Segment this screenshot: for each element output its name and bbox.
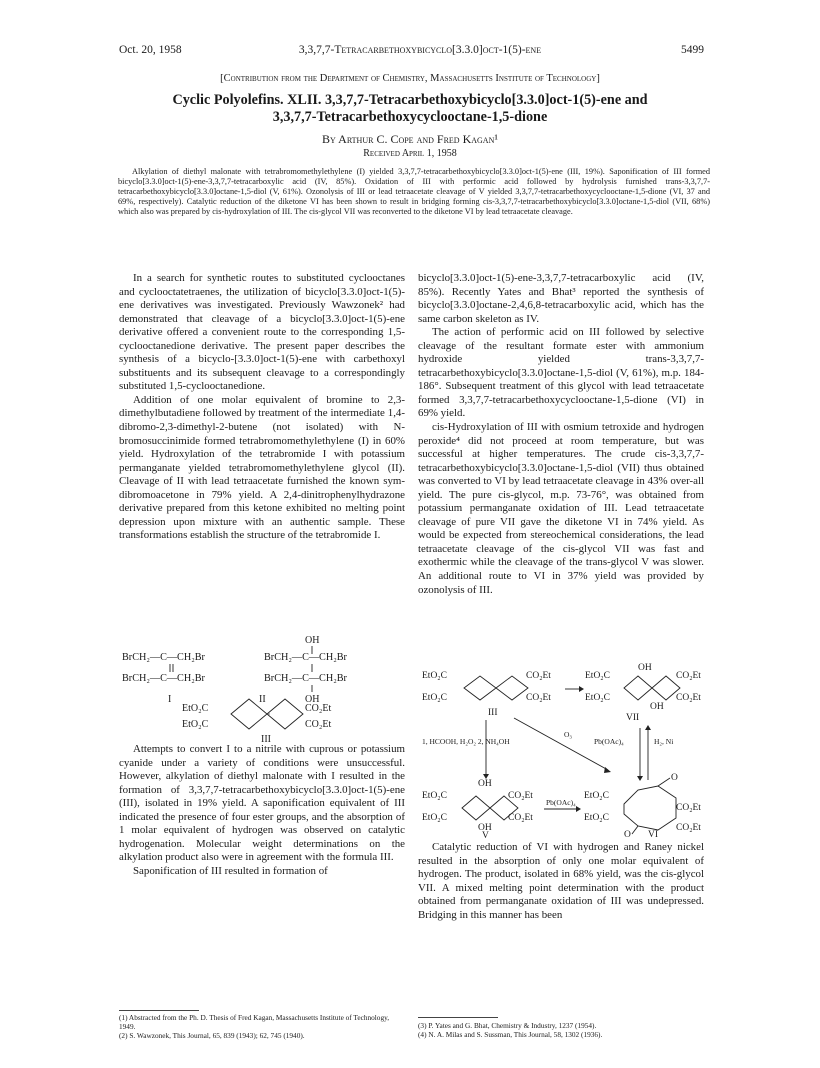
left-column-upper bbox=[119, 272, 405, 543]
footnotes-left bbox=[119, 1014, 405, 1041]
III-br: CO₂Et bbox=[305, 719, 332, 730]
paragraph-cis-hydroxylation: cis-Hydroxylation of III with osmium tetroxide and hydrogen peroxide⁴ did not proceed at room temperature, but was successful at higher temperatures. The crude cis-3,3,7,7-tetracarbethoxybicyclo[3.3.0]octane-1,5-diol (VII) thus obtained was converted to VI by lead tetraacetate cleavage in 43% over-all yield. The pure cis-glycol, m.p. 73-76°, was obtained from potassium permanganate oxidation of III. Lead tetraacetate cleavage of pure VII gave the diketone VI in 74% yield. As would be expected from stereochemical considerations, the lead tetraacetate cleavage of the cis-glycol VII was fast and exothermic while the cleavage of the trans-glycol V was slower. An additional route to VI in 37% yield was provided by ozonolysis of III. bbox=[418, 421, 704, 596]
scheme-label-VII: VII bbox=[626, 713, 640, 723]
scheme-V-oh-top: OH bbox=[478, 779, 492, 789]
footnote-4: (4) N. A. Milas and S. Sussman, This Journal, 58, 1302 (1936). bbox=[418, 1029, 603, 1039]
scheme-label-V: V bbox=[482, 831, 489, 838]
arrow-III-to-VII-head bbox=[579, 686, 584, 692]
oh-label-bottom: OH bbox=[305, 694, 320, 705]
paragraph-performic: The action of performic acid on III followed by selective cleavage of the resultant formate ester with ammonium hydroxide yielded trans-3,3,7,7-tetracarbethoxybicyclo[3.3.0]octane-1,5-diol (V, 61%), m.p. 184-186°. Subsequent treatment of this glycol with lead tetraacetate formed 3,3,7,7-tetracarbethoxycyclooctane-1,5-dione (VI) in 69% yield. bbox=[418, 326, 704, 420]
paragraph-intro: In a search for synthetic routes to substituted cyclooctanes and cyclooctatetraenes, the utilization of bicyclo[3.3.0]oct-1(5)-ene derivatives was investigated. Previously Wawzonek² had demonstrated that cleavage of a bicyclo[3.3.0]oct-1(5)-ene derivative offered a convenient route to the corresponding 1,5-cyclooctanedione derivative. The present paper describes the synthesis of a bicyclo-[3.3.0]oct-1(5)-ene with carbethoxyl substituents and its subsequent cleavage to a correspondingly substituted 1,5-cyclooctanedione. bbox=[119, 272, 405, 393]
paragraph-saponification: Saponification of III resulted in formation of bbox=[133, 864, 328, 877]
scheme-VII-bl: EtO₂C bbox=[585, 693, 610, 703]
scheme-V-br: CO₂Et bbox=[508, 813, 533, 823]
scheme-VI-tr: CO₂Et bbox=[676, 803, 701, 813]
title-line-2: 3,3,7,7-Tetracarbethoxycyclooctane-1,5-dione bbox=[272, 109, 548, 125]
reagent-lead-tetraacetate: Pb(OAc)₄ bbox=[594, 737, 624, 746]
scheme-VII-oh-top: OH bbox=[638, 663, 652, 673]
scheme-V-tl: EtO₂C bbox=[422, 791, 447, 801]
footnote-2: (2) S. Wawzonek, This Journal, 65, 839 (1943); 62, 745 (1940). bbox=[119, 1030, 305, 1040]
scheme-label-VI: VI bbox=[648, 830, 659, 838]
scheme-VI-tl: EtO₂C bbox=[584, 791, 609, 801]
scheme-VII-tl: EtO₂C bbox=[585, 671, 610, 681]
footnote-3: (3) P. Yates and G. Bhat, Chemistry & Industry, 1237 (1954). bbox=[418, 1021, 597, 1030]
VI-carbonyl-top bbox=[658, 778, 670, 786]
paragraph-catalytic-reduction: Catalytic reduction of VI with hydrogen and Raney nickel resulted in the absorption of only one molar equivalent of hydrogen. The product, isolated in 68% yield, was the cis-glycol VII. A mixed melting point determination with the product obtained from permanganate oxidation of III was undepressed. Bridging in this manner has been bbox=[418, 841, 704, 921]
scheme-VII-oh-bottom: OH bbox=[650, 702, 664, 712]
scheme-V-oh-bottom: OH bbox=[478, 823, 492, 833]
paragraph-tetracarboxylic: bicyclo[3.3.0]oct-1(5)-ene-3,3,7,7-tetracarboxylic acid (IV, 85%). Recently Yates and Bhat³ reported the synthesis of bicyclo[3.3.0]octane-2,4,6,8-tetracarboxylic acid, which has the same carbon skeleton as IV. bbox=[418, 272, 704, 325]
reagent-lead-tetraacetate-mid: Pb(OAc)₄ bbox=[546, 798, 576, 807]
right-column-lower bbox=[418, 841, 704, 922]
compound-II-line1: BrCH₂—C—CH₂Br bbox=[264, 652, 347, 663]
running-title: 3,3,7,7-Tetracarbethoxybicyclo[3.3.0]oct-1(5)-ene bbox=[298, 44, 542, 56]
scheme-V-ring-left bbox=[462, 796, 490, 820]
scheme-III-tl: EtO₂C bbox=[422, 671, 447, 681]
scheme-III-bl: EtO₂C bbox=[422, 693, 447, 703]
contribution-line: [Contribution from the Department of Chemistry, Massachusetts Institute of Technology] bbox=[220, 73, 600, 84]
header-date: Oct. 20, 1958 bbox=[119, 44, 182, 56]
label-II: II bbox=[259, 694, 266, 705]
III-tl: EtO₂C bbox=[182, 703, 209, 714]
scheme-VI-br: CO₂Et bbox=[676, 823, 701, 833]
compound-I-line2: BrCH₂—C—CH₂Br bbox=[122, 673, 205, 684]
scheme-VI-o-top: O bbox=[671, 773, 678, 783]
reagent-hydrogen-nickel: H₂, Ni bbox=[654, 737, 674, 746]
arrow-VII-to-VI-head bbox=[637, 776, 643, 781]
authors: By Arthur C. Cope and Fred Kagan¹ bbox=[322, 132, 498, 146]
scheme-VI-o-bottom: O bbox=[624, 830, 631, 838]
III-bl: EtO₂C bbox=[182, 719, 209, 730]
footnotes-right bbox=[418, 1022, 704, 1040]
paragraph-bromination: Addition of one molar equivalent of bromine to 2,3-dimethylbutadiene followed by treatment of the intermediate 1,4-dibromo-2,3-dimethyl-2-butene (not isolated) with N-bromosuccinimide formed tetrabromomethylethylene (I) in 60% yield. Hydroxylation of the tetrabromide I with potassium permanganate yielded tetrabromomethylethylene glycol (II). Cleavage of II with lead tetraacetate furnished the known sym-dibromoacetone in 79% yield. A 2,4-dinitrophenylhydrazone derivative prepared from this ketone exhibited no melting point depression upon mixture with an authentic sample. These transformations establish the structure of the tetrabromide I. bbox=[119, 393, 405, 542]
footnote-rule-left bbox=[119, 1010, 199, 1011]
scheme-V-bl: EtO₂C bbox=[422, 813, 447, 823]
received-date: Received April 1, 1958 bbox=[363, 148, 457, 159]
footnote-1: (1) Abstracted from the Ph. D. Thesis of Fred Kagan, Massachusetts Institute of Technology, 1949. bbox=[119, 1013, 390, 1031]
scheme-III-br: CO₂Et bbox=[526, 693, 551, 703]
scheme-label-III: III bbox=[488, 708, 498, 718]
reagent-performic: 1, HCOOH, H₂O₂ 2, NH₄OH bbox=[422, 737, 510, 746]
left-column-lower bbox=[119, 743, 405, 878]
compound-II-line2: BrCH₂—C—CH₂Br bbox=[264, 673, 347, 684]
VI-carbonyl-bottom bbox=[632, 826, 638, 834]
arrow-V-to-VI-head bbox=[576, 806, 581, 812]
structures-I-II-III bbox=[119, 632, 405, 744]
scheme-III-ring-left bbox=[464, 676, 496, 700]
reagent-ozone: O₃ bbox=[564, 730, 573, 739]
scheme-V-tr: CO₂Et bbox=[508, 791, 533, 801]
paragraph-alkylation: Attempts to convert I to a nitrile with cuprous or potassium cyanide under a variety of conditions were unsuccessful. However, alkylation of diethyl malonate with I resulted in the formation of 3,3,7,7-tetracarbethoxybicyclo[3.3.0]oct-1(5)-ene (III), isolated in 19% yield. A saponification equivalent of III indicated the presence of four ester groups, and the absorption of 1 molar equivalent of hydrogen was observed on catalytic hydrogenation. Molecular weight determinations on the alkylation product also were in agreement with the formula III. bbox=[119, 743, 405, 864]
arrow-VI-to-VII-head bbox=[645, 725, 651, 730]
reaction-scheme bbox=[418, 658, 706, 838]
abstract: Alkylation of diethyl malonate with tetrabromomethylethylene (I) yielded 3,3,7,7-tetracarbethoxybicyclo[3.3.0]oct-1(5)-ene (III, 19%). Saponification of III formed bicyclo[3.3.0]oct-1(5)-ene-3,3,7,7-tetracarboxylic acid (IV, 85%). Oxidation of III with performic acid followed by hydrolysis furnished trans-3,3,7,7-tetracarbethoxybicyclo[3.3.0]octane-1,5-diol (V, 61%). Ozonolysis of III or lead tetraacetate cleavage of V yielded 3,3,7,7-tetracarbethoxycyclooctane-1,5-dione (VI, 37 and 69%, respectively). Catalytic reduction of the diketone VI has been shown to result in bridging forming cis-3,3,7,7-tetracarbethoxybicyclo[3.3.0]octane-1,5-diol (VII, 68%) which also was prepared by cis-hydroxylation of III. The cis-glycol VII was reconverted to the diketone VI by lead tetraacetate cleavage. bbox=[118, 167, 710, 217]
title-line-1: Cyclic Polyolefins. XLII. 3,3,7,7-Tetracarbethoxybicyclo[3.3.0]oct-1(5)-ene and bbox=[172, 92, 648, 108]
label-I: I bbox=[168, 694, 172, 705]
compound-I-line1: BrCH₂—C—CH₂Br bbox=[122, 652, 205, 663]
oh-label-top: OH bbox=[305, 635, 320, 646]
III-tr: CO₂Et bbox=[305, 703, 332, 714]
scheme-VII-br: CO₂Et bbox=[676, 693, 701, 703]
right-column-upper bbox=[418, 272, 704, 597]
III-ring-right bbox=[267, 699, 303, 729]
page-number: 5499 bbox=[681, 44, 704, 56]
arrow-ozonolysis-head bbox=[604, 767, 611, 773]
scheme-VII-tr: CO₂Et bbox=[676, 671, 701, 681]
scheme-III-ring-right bbox=[496, 676, 528, 700]
scheme-VI-ring bbox=[624, 786, 676, 830]
footnote-rule-right bbox=[418, 1017, 498, 1018]
scheme-III-tr: CO₂Et bbox=[526, 671, 551, 681]
article-title bbox=[60, 92, 760, 126]
scheme-VI-bl: EtO₂C bbox=[584, 813, 609, 823]
scheme-VII-ring-left bbox=[624, 676, 652, 700]
label-III: III bbox=[261, 734, 271, 744]
